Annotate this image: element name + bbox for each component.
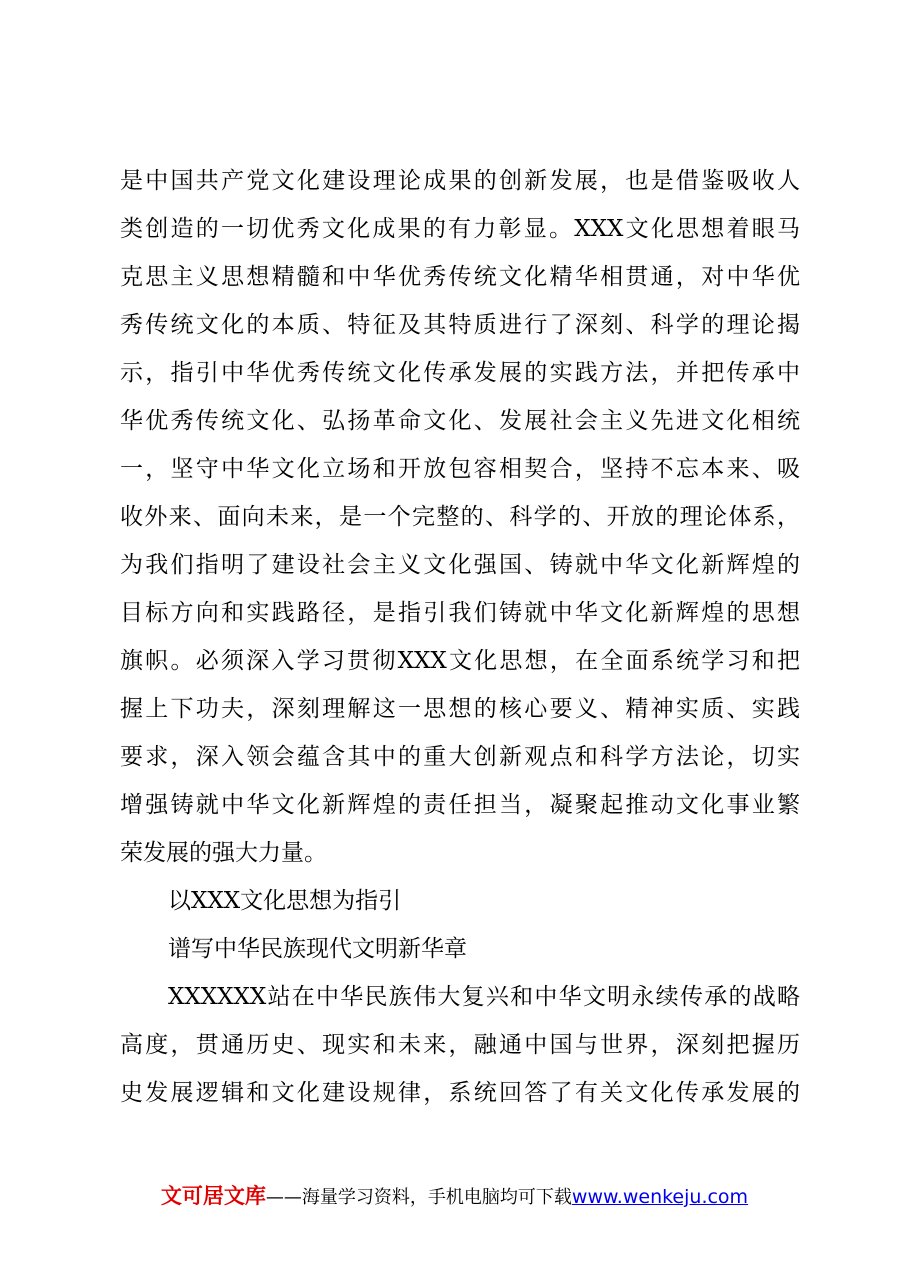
- text-line: 要求，深入领会蕴含其中的重大创新观点和科学方法论，切实: [120, 744, 800, 770]
- paragraph-1: [120, 157, 800, 877]
- text-line: 荣发展的强大力量。: [120, 840, 327, 866]
- section-heading-1: 以XXX文化思想为指引: [168, 888, 402, 914]
- footer-banner: [0, 1180, 909, 1212]
- footer-brand: 文可居文库: [160, 1184, 266, 1208]
- document-body: [120, 157, 800, 1117]
- footer-link[interactable]: www.wenkeju.com: [571, 1186, 749, 1208]
- text-line: 史发展逻辑和文化建设规律，系统回答了有关文化传承发展的: [120, 1080, 800, 1106]
- text-line: 一，坚守中华文化立场和开放包容相契合，坚持不忘本来、吸: [120, 456, 800, 482]
- text-line: 握上下功夫，深刻理解这一思想的核心要义、精神实质、实践: [120, 696, 800, 722]
- text-line: 高度，贯通历史、现实和未来，融通中国与世界，深刻把握历: [120, 1032, 800, 1058]
- text-line: 克思主义思想精髓和中华优秀传统文化精华相贯通，对中华优: [120, 264, 800, 290]
- text-line: XXXXXX站在中华民族伟大复兴和中华文明永续传承的战略: [168, 984, 800, 1010]
- text-line: 旗帜。必须深入学习贯彻XXX文化思想，在全面系统学习和把: [120, 648, 800, 674]
- text-line: 增强铸就中华文化新辉煌的责任担当，凝聚起推动文化事业繁: [120, 792, 800, 818]
- paragraph-2: [120, 973, 800, 1117]
- footer-slogan: ——海量学习资料，手机电脑均可下载: [265, 1187, 572, 1208]
- text-line: 华优秀传统文化、弘扬革命文化、发展社会主义先进文化相统: [120, 408, 800, 434]
- text-line: 收外来、面向未来，是一个完整的、科学的、开放的理论体系，: [120, 504, 800, 530]
- text-line: 示，指引中华优秀传统文化传承发展的实践方法，并把传承中: [120, 360, 800, 386]
- text-line: 为我们指明了建设社会主义文化强国、铸就中华文化新辉煌的: [120, 552, 800, 578]
- text-line: 类创造的一切优秀文化成果的有力彰显。XXX文化思想着眼马: [120, 216, 800, 242]
- text-line: 秀传统文化的本质、特征及其特质进行了深刻、科学的理论揭: [120, 312, 800, 338]
- text-line: 是中国共产党文化建设理论成果的创新发展，也是借鉴吸收人: [120, 168, 800, 194]
- text-line: 目标方向和实践路径，是指引我们铸就中华文化新辉煌的思想: [120, 600, 800, 626]
- section-heading-2: 谱写中华民族现代文明新华章: [168, 936, 467, 962]
